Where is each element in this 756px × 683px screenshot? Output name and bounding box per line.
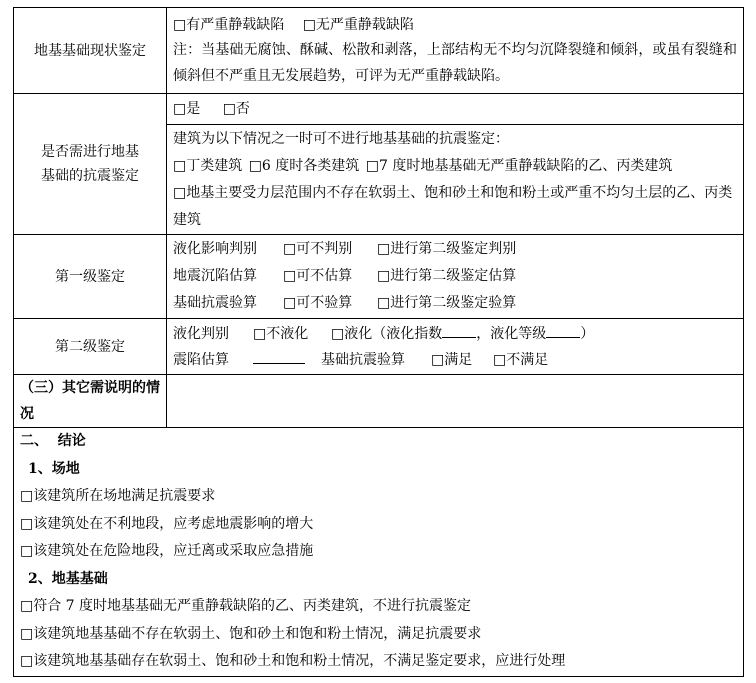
row-label-need-seismic-appraisal: 是否需进行地基基础的抗震鉴定 (14, 94, 167, 235)
checkbox-second-level-judgement[interactable]: □进行第二级鉴定判别 (377, 241, 517, 257)
checkbox-severe-defect[interactable]: □有严重静载缺陷 (173, 16, 285, 33)
checkbox-no-judgement[interactable]: □可不判别 (283, 241, 353, 257)
checkbox-satisfied[interactable]: □满足 (431, 351, 473, 368)
checkbox-yes[interactable]: □是 (173, 101, 201, 117)
divider (167, 124, 743, 125)
site-heading: 1、场地 (28, 460, 80, 477)
checkbox-degree-6-all[interactable]: □6 度时各类建筑 (248, 158, 360, 174)
checkbox-degree-7-class-bc[interactable]: □7 度时地基基础无严重静载缺陷的乙、丙类建筑 (365, 158, 673, 174)
liquefaction-index-input[interactable] (442, 337, 476, 338)
checkbox-no-severe-defect[interactable]: □无严重静载缺陷 (302, 16, 414, 33)
row-conclusion (14, 428, 744, 677)
checkbox-no-estimate[interactable]: □可不估算 (283, 268, 353, 284)
note-text: 注：当基础无腐蚀、酥碱、松散和剥落，上部结构无不均匀沉降裂缝和倾斜，或虽有裂缝和倾斜但不严重且无发展趋势，可评为无严重静载缺陷。 (173, 41, 737, 84)
checkbox-not-satisfied[interactable]: □不满足 (493, 351, 549, 368)
first-level-item: 基础抗震验算 □可不验算 □进行第二级鉴定验算 (173, 290, 737, 317)
row-second-level-appraisal (14, 319, 744, 375)
first-level-item: 液化影响判别 □可不判别 □进行第二级鉴定判别 (173, 236, 737, 263)
appraisal-form-table (13, 7, 744, 677)
checkbox-site-unfavorable[interactable]: □该建筑处在不利地段，应考虑地震影响的增大 (20, 515, 314, 532)
conclusion-heading: 二、 结论 (20, 433, 86, 449)
row-other-notes (14, 375, 744, 428)
exemption-intro: 建筑为以下情况之一时可不进行地基基础的抗震鉴定： (173, 131, 509, 147)
checkbox-not-liquefied[interactable]: □不液化 (253, 325, 309, 342)
row-label-other-notes: （三）其它需说明的情况 (14, 375, 167, 428)
checkbox-liquefied[interactable]: □液化（液化指数 (331, 325, 443, 342)
checkbox-second-level-estimate[interactable]: □进行第二级鉴定估算 (377, 268, 517, 284)
first-level-item: 地震沉陷估算 □可不估算 □进行第二级鉴定估算 (173, 263, 737, 290)
checkbox-site-dangerous[interactable]: □该建筑处在危险地段，应迁离或采取应急措施 (20, 543, 314, 559)
checkbox-foundation-exempt[interactable]: □符合 7 度时地基基础无严重静载缺陷的乙、丙类建筑，不进行抗震鉴定 (20, 598, 472, 614)
row-content-second-level: 液化判别 □不液化 □液化（液化指数 ，液化等级 ） 震陷估算 基础抗震验算 □满足 □不满足 (167, 319, 744, 375)
conclusion-section (14, 428, 744, 677)
liquefaction-grade-input[interactable] (546, 337, 580, 338)
row-content-first-level (167, 235, 744, 319)
row-need-seismic-appraisal (14, 94, 744, 235)
row-foundation-status (14, 8, 744, 94)
checkbox-no[interactable]: □否 (222, 101, 250, 117)
other-notes-field[interactable] (167, 375, 744, 428)
checkbox-no-check[interactable]: □可不验算 (283, 295, 353, 311)
row-first-level-appraisal (14, 235, 744, 319)
settlement-estimate-input[interactable] (253, 363, 305, 364)
checkbox-class-d-building[interactable]: □丁类建筑 (173, 158, 243, 174)
checkbox-no-weak-soil[interactable]: □地基主要受力层范围内不存在软弱土、饱和砂土和饱和粉土或严重不均匀土层的乙、丙类建筑 (173, 185, 733, 228)
checkbox-site-meets[interactable]: □该建筑所在场地满足抗震要求 (20, 488, 216, 504)
row-label-first-level: 第一级鉴定 (14, 235, 167, 319)
foundation-heading: 2、地基基础 (28, 570, 108, 587)
row-content-foundation-status (167, 8, 744, 94)
row-content-need-seismic-appraisal (167, 94, 744, 235)
checkbox-second-level-check[interactable]: □进行第二级鉴定验算 (377, 295, 517, 311)
row-label-second-level: 第二级鉴定 (14, 319, 167, 375)
checkbox-foundation-needs-treatment[interactable]: □该建筑地基基础存在软弱土、饱和砂土和饱和粉土情况，不满足鉴定要求，应进行处理 (20, 653, 566, 669)
row-label-foundation-status: 地基基础现状鉴定 (14, 8, 167, 94)
checkbox-foundation-meets[interactable]: □该建筑地基基础不存在软弱土、饱和砂土和饱和粉土情况，满足抗震要求 (20, 625, 482, 642)
